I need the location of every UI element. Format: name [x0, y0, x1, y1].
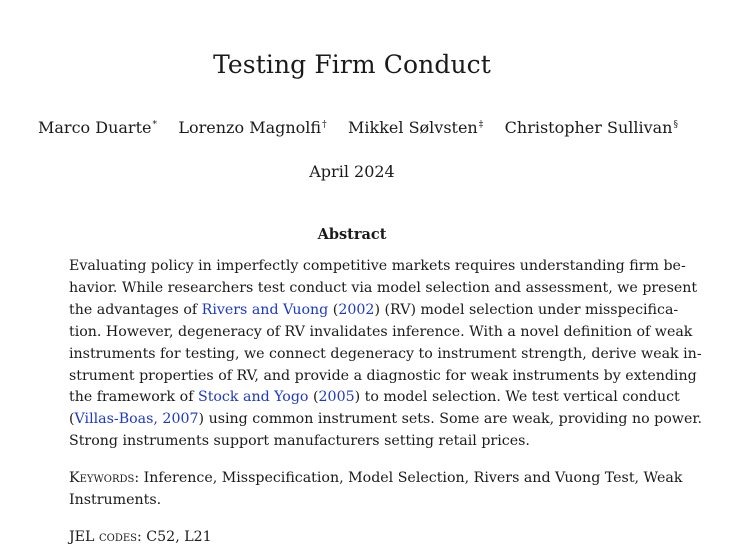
jel-label: JEL codes:: [69, 529, 142, 545]
abstract-line: the advantages of Rivers and Vuong (2002) (RV) model selection under misspecifica-: [69, 301, 679, 318]
footnote-mark[interactable]: ‡: [478, 119, 484, 130]
citation-link-rivers-vuong[interactable]: Rivers and Vuong: [201, 301, 329, 318]
footnote-mark[interactable]: *: [152, 119, 157, 130]
abstract-line: (Villas-Boas, 2007) using common instrument sets. Some are weak, providing no power.: [69, 411, 703, 428]
jel-codes-section: [69, 527, 635, 549]
abstract-body: [69, 256, 703, 453]
footnote-mark[interactable]: §: [673, 119, 678, 130]
jel-values: C52, L21: [141, 529, 212, 545]
abstract-line: the framework of Stock and Yogo (2005) to model selection. We test vertical conduct: [69, 389, 680, 406]
keywords-line: Instruments.: [69, 491, 162, 508]
keywords-label: Keywords:: [69, 470, 140, 486]
abstract-heading: Abstract: [317, 226, 387, 243]
author-name: Christopher Sullivan§: [504, 118, 678, 137]
keywords-line: [69, 468, 683, 490]
paper-title: Testing Firm Conduct: [213, 50, 491, 79]
footnote-mark[interactable]: †: [322, 119, 327, 130]
author-name: Marco Duarte*: [38, 118, 157, 137]
abstract-line: Evaluating policy in imperfectly competitive markets requires understanding firm be-: [69, 258, 686, 274]
citation-year-link[interactable]: 2005: [318, 389, 355, 406]
abstract-line: tion. However, degeneracy of RV invalidates inference. With a novel definition of weak: [69, 323, 693, 340]
author-name: Mikkel Sølvsten‡: [348, 118, 484, 137]
abstract-line: havior. While researchers test conduct via model selection and assessment, we present: [69, 279, 698, 296]
author-name: Lorenzo Magnolfi†: [178, 118, 327, 137]
publication-date: April 2024: [309, 162, 395, 181]
citation-link-villas-boas[interactable]: Villas-Boas, 2007: [74, 411, 199, 428]
author-list: [38, 118, 678, 137]
citation-year-link[interactable]: 2002: [338, 301, 375, 318]
keywords-values: Inference, Misspecification, Model Selection, Rivers and Vuong Test, Weak: [139, 470, 683, 486]
abstract-line: strument properties of RV, and provide a diagnostic for weak instruments by extending: [69, 367, 697, 384]
abstract-line: Strong instruments support manufacturers setting retail prices.: [69, 433, 530, 450]
abstract-line: instruments for testing, we connect degeneracy to instrument strength, derive weak in-: [69, 345, 702, 362]
citation-link-stock-yogo[interactable]: Stock and Yogo: [197, 389, 309, 406]
keywords-section: [69, 468, 683, 512]
